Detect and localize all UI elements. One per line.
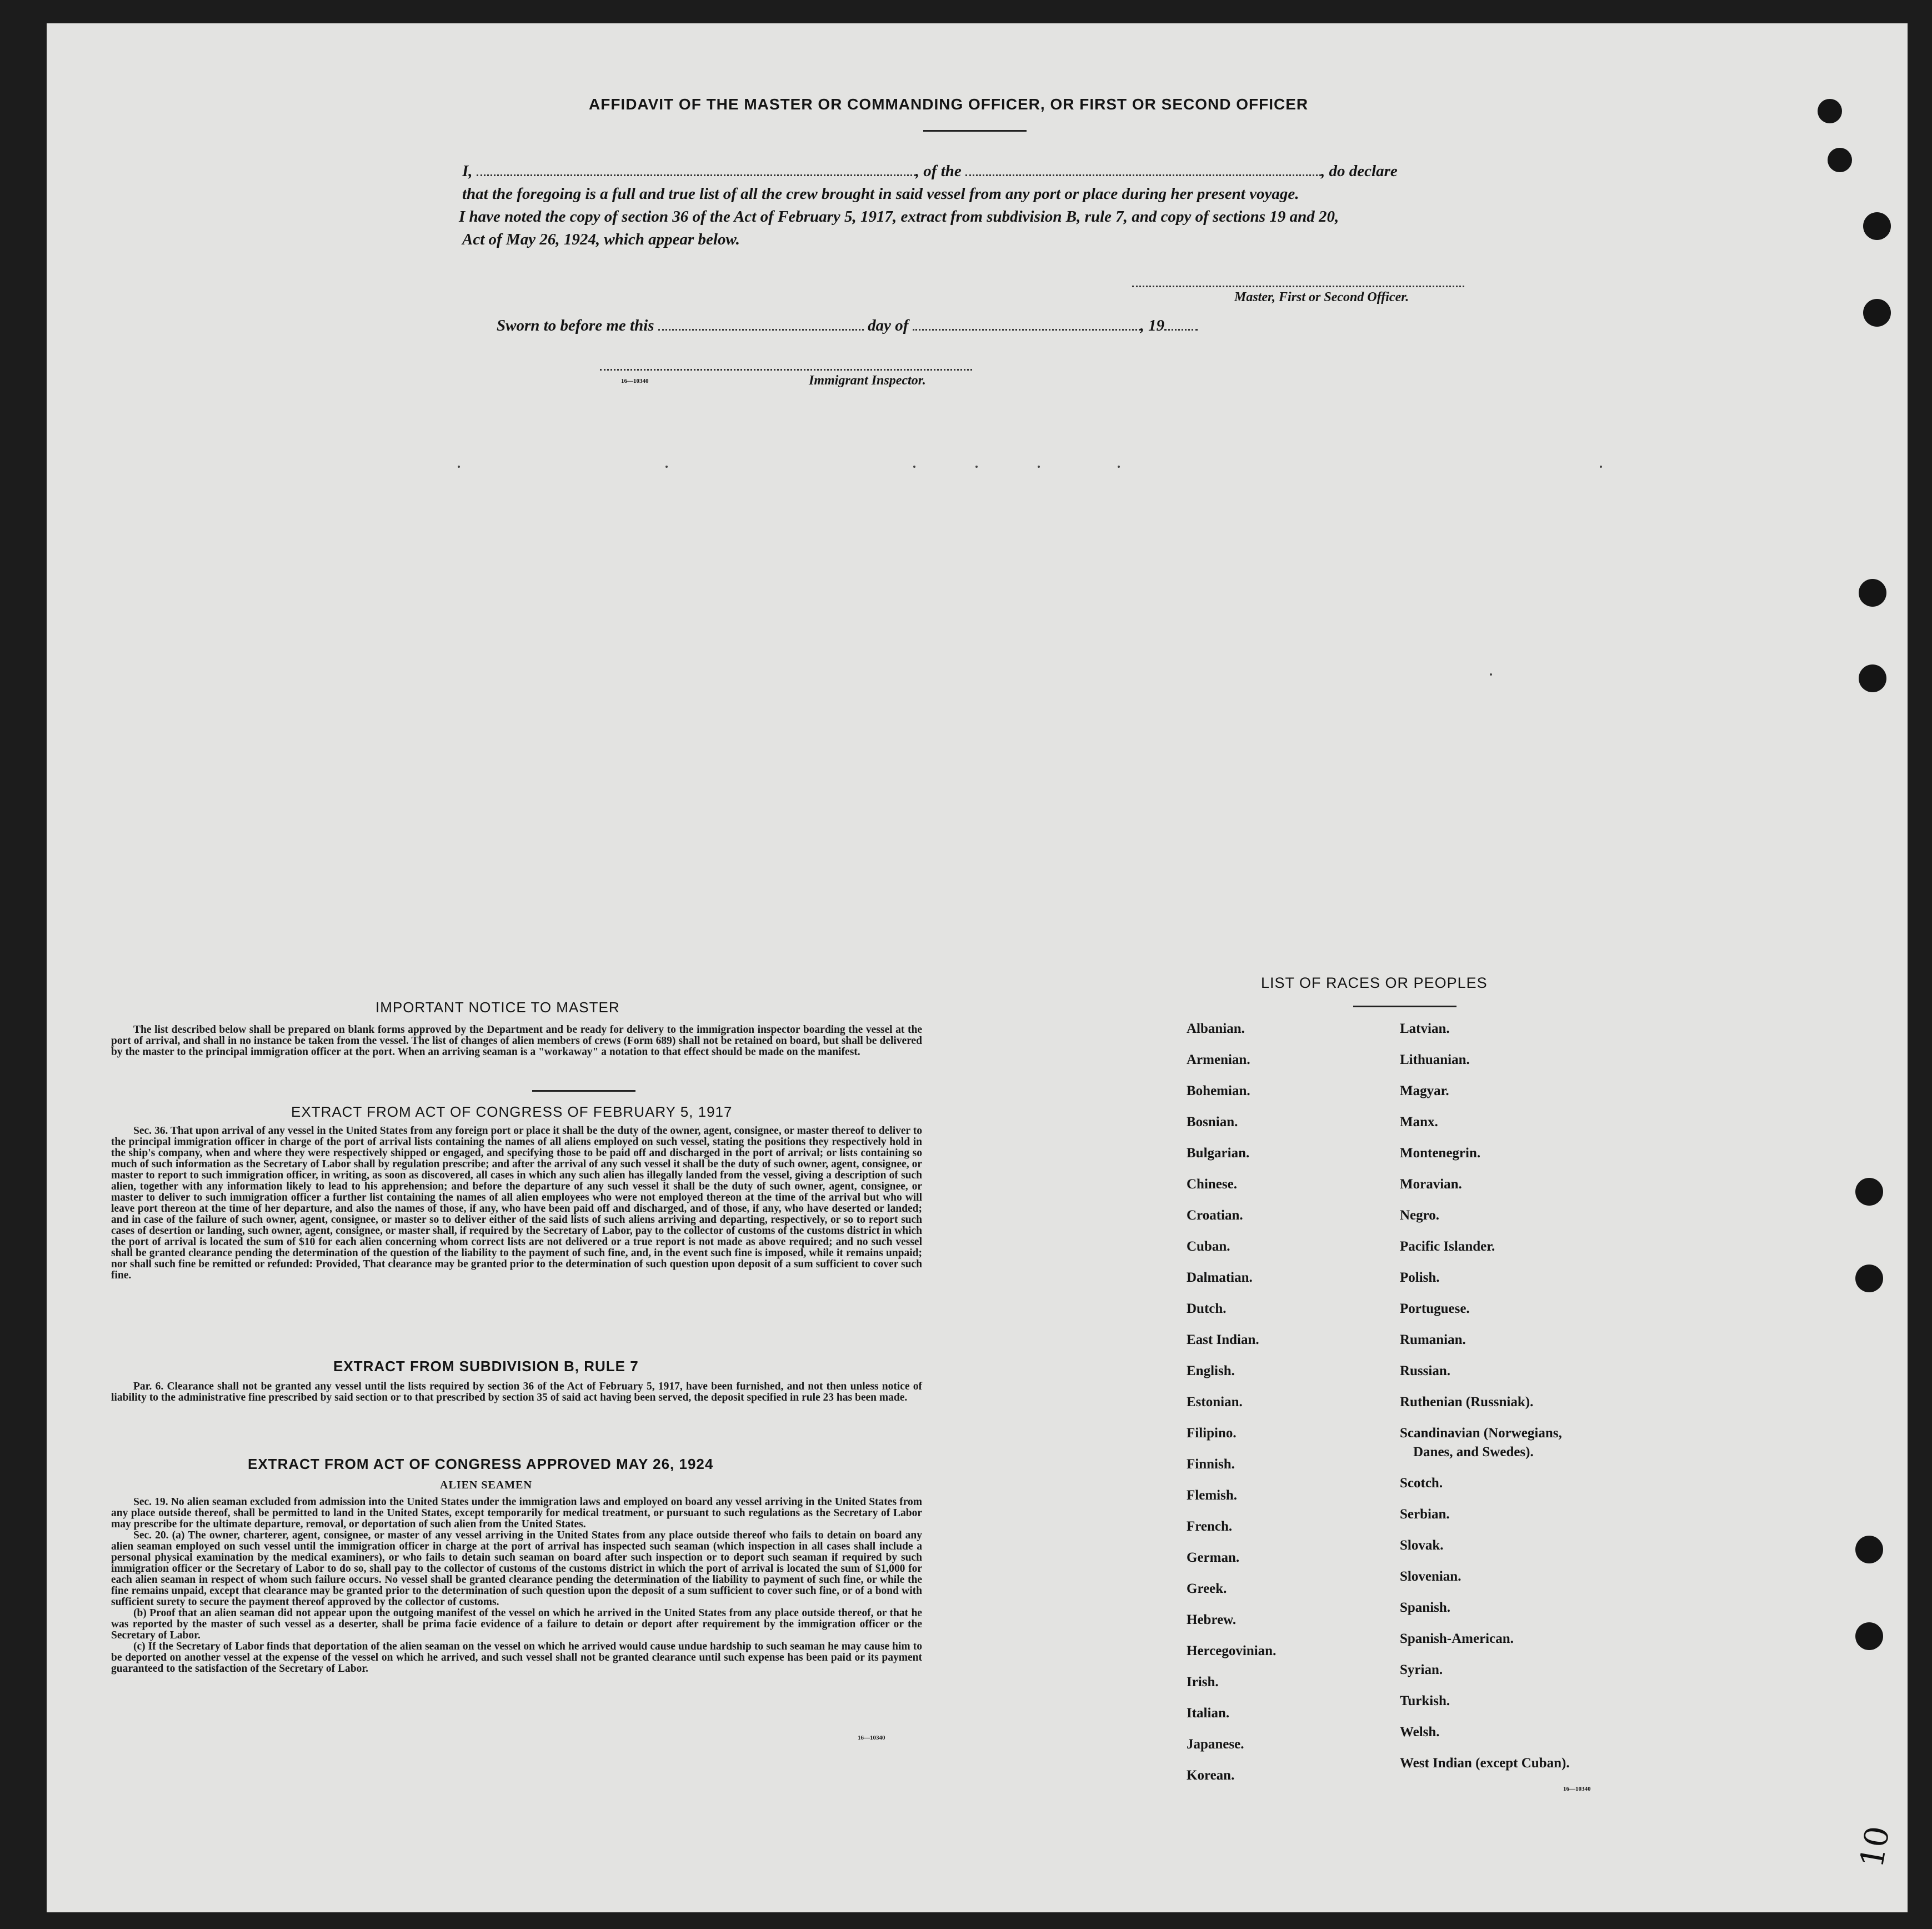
- speck: [1600, 466, 1602, 468]
- race-item: Lithuanian.: [1400, 1052, 1470, 1067]
- race-item: Ruthenian (Russniak).: [1400, 1395, 1534, 1410]
- section-rule: [532, 1090, 635, 1092]
- races-rule: [1353, 1006, 1456, 1007]
- race-item: Montenegrin.: [1400, 1146, 1481, 1161]
- sec-19-paragraph: Sec. 19. No alien seaman excluded from admission into the United States under the immigration laws and employed on board any vessel arriving in the United States from any place outside thereof, shall be permitted to land in the United States, except temporarily for medical treatment, or pursuant to such regulations as the Secretary of Labor may prescribe for the ultimate departure, removal, or deportation of such alien from the United States.: [111, 1496, 922, 1530]
- race-item: Finnish.: [1187, 1457, 1235, 1472]
- punch-hole: [1855, 1622, 1883, 1650]
- race-item: East Indian.: [1187, 1332, 1259, 1347]
- race-item: French.: [1187, 1519, 1233, 1534]
- extract-1917-text: [111, 1126, 922, 1281]
- vessel-blank: [965, 162, 1321, 176]
- rule-7-title: EXTRACT FROM SUBDIVISION B, RULE 7: [333, 1358, 639, 1375]
- punch-hole: [1855, 1178, 1883, 1206]
- race-item: Negro.: [1400, 1208, 1440, 1223]
- title-rule: [923, 130, 1027, 132]
- race-item: Slovak.: [1400, 1538, 1444, 1553]
- race-item: Bulgarian.: [1187, 1146, 1250, 1161]
- notice-paragraph: The list described below shall be prepared on blank forms approved by the Department and be ready for delivery to the immigration inspector boarding the vessel at the port of arrival, and shall in no instance be taken from the vessel. The list of changes of alien members of crews (Form 689) shall not be retained on board, but shall be delivered by the master to the principal immigration officer at the port. When an arriving seaman is a "workaway" a notation to that effect should be made on the manifest.: [111, 1024, 922, 1058]
- race-item: Danes, and Swedes).: [1413, 1445, 1534, 1460]
- par-6-paragraph: Par. 6. Clearance shall not be granted any vessel until the lists required by section 36 of the Act of February 5, 1917, have been furnished, and not then unless notice of liability to the administrative fine prescribed by said section or to that prescribed by section 35 of said act having been served, the deposit specified in rule 23 has been made.: [111, 1381, 922, 1403]
- race-item: Dalmatian.: [1187, 1270, 1253, 1285]
- affidavit-title: AFFIDAVIT OF THE MASTER OR COMMANDING OFFICER, OR FIRST OR SECOND OFFICER: [589, 96, 1309, 113]
- punch-hole: [1863, 299, 1891, 327]
- speck: [1118, 466, 1120, 468]
- of-the-label: , of the: [915, 162, 962, 180]
- sworn-month-blank: [913, 317, 1140, 331]
- master-signature-label: Master, First or Second Officer.: [1234, 290, 1409, 304]
- race-item: Hebrew.: [1187, 1612, 1237, 1627]
- punch-hole: [1818, 99, 1842, 123]
- race-item: Irish.: [1187, 1675, 1219, 1690]
- speck: [665, 466, 668, 468]
- punch-hole: [1859, 579, 1886, 607]
- sworn-year-blank: [1164, 317, 1198, 331]
- alien-seamen-subtitle: ALIEN SEAMEN: [440, 1479, 532, 1491]
- name-blank: [477, 162, 915, 176]
- punch-hole: [1855, 1265, 1883, 1292]
- do-declare-label: , do declare: [1321, 162, 1398, 180]
- race-item: Turkish.: [1400, 1693, 1450, 1708]
- race-item: Scotch.: [1400, 1476, 1443, 1491]
- race-item: German.: [1187, 1550, 1240, 1565]
- form-number: 16—10340: [858, 1735, 885, 1741]
- race-item: Croatian.: [1187, 1208, 1243, 1223]
- master-signature-line: [1132, 286, 1464, 287]
- race-item: Korean.: [1187, 1768, 1235, 1783]
- race-item: Chinese.: [1187, 1177, 1237, 1192]
- race-item: West Indian (except Cuban).: [1400, 1756, 1570, 1771]
- race-item: Italian.: [1187, 1706, 1230, 1721]
- affidavit-line-4: Act of May 26, 1924, which appear below.: [462, 231, 740, 248]
- sec-20c-paragraph: (c) If the Secretary of Labor finds that deportation of the alien seaman on the vessel on which he arrived would cause undue hardship to such seaman he may cause him to be deported on another vessel at the expense of the vessel on which he arrived, and such vessel shall not be granted clearance until such expense has been paid or its payment guaranteed to the satisfaction of the Secretary of Labor.: [111, 1641, 922, 1675]
- year-label: , 19: [1140, 317, 1165, 334]
- race-item: Serbian.: [1400, 1507, 1450, 1522]
- race-item: Slovenian.: [1400, 1569, 1461, 1584]
- extract-1917-title: EXTRACT FROM ACT OF CONGRESS OF FEBRUARY 5, 1917: [291, 1103, 733, 1120]
- race-item: Portuguese.: [1400, 1301, 1470, 1316]
- race-item: Welsh.: [1400, 1725, 1440, 1740]
- race-item: Japanese.: [1187, 1737, 1244, 1752]
- speck: [458, 466, 460, 468]
- sworn-line: [497, 317, 1198, 335]
- race-item: Magyar.: [1400, 1083, 1449, 1098]
- race-item: Dutch.: [1187, 1301, 1227, 1316]
- inspector-signature-line: [600, 369, 972, 371]
- race-item: English.: [1187, 1363, 1235, 1378]
- race-item: Syrian.: [1400, 1662, 1443, 1677]
- sworn-label: Sworn to before me this: [497, 317, 654, 334]
- notice-title: IMPORTANT NOTICE TO MASTER: [376, 999, 620, 1016]
- document-page: [47, 23, 1908, 1912]
- affidavit-i-label: I,: [462, 162, 473, 180]
- extract-1924-text: [111, 1497, 922, 1675]
- sec-20b-paragraph: (b) Proof that an alien seaman did not appear upon the outgoing manifest of the vessel on which he arrived in the United States from any place outside thereof, or that he was reported by the master of such vessel as a deserter, shall be prima facie evidence of a failure to detain or deport after requirement by the immigration officer or the Secretary of Labor.: [111, 1607, 922, 1641]
- punch-hole: [1859, 664, 1886, 692]
- affidavit-line-1: [462, 162, 1398, 181]
- margin-handwritten-number: 10: [1853, 1823, 1897, 1871]
- races-title: LIST OF RACES OR PEOPLES: [1261, 975, 1488, 991]
- race-item: Russian.: [1400, 1363, 1451, 1378]
- race-item: Bohemian.: [1187, 1083, 1250, 1098]
- punch-hole: [1863, 212, 1891, 240]
- race-item: Greek.: [1187, 1581, 1227, 1596]
- inspector-label: Immigrant Inspector.: [809, 373, 926, 388]
- speck: [1038, 466, 1040, 468]
- race-item: Flemish.: [1187, 1488, 1237, 1503]
- speck: [975, 466, 978, 468]
- affidavit-line-3: I have noted the copy of section 36 of the Act of February 5, 1917, extract from subdivision B, rule 7, and copy of sections 19 and 20,: [459, 208, 1339, 226]
- day-of-label: day of: [868, 317, 909, 334]
- speck: [1490, 673, 1492, 676]
- speck: [913, 466, 915, 468]
- punch-hole: [1828, 148, 1852, 172]
- race-item: Scandinavian (Norwegians,: [1400, 1426, 1562, 1441]
- race-item: Moravian.: [1400, 1177, 1462, 1192]
- sec-20a-paragraph: Sec. 20. (a) The owner, charterer, agent, consignee, or master of any vessel arriving in the United States from any place outside thereof who fails to detain on board any alien seaman employed on such vessel until the immigration officer in charge at the port of arrival has inspected such seaman (which inspection in all cases shall include a personal physical examination by the medical examiners), or who fails to detain such seaman on board after such inspection or to deport such seaman if required by such immigration officer or the Secretary of Labor to do so, shall pay to the collector of customs of the customs district in which the port of arrival is located the sum of $1,000 for each alien seaman in respect of whom such failure occurs. No vessel shall be granted clearance pending the determination of the liability to payment of such fine, or while the fine remains unpaid, except that clearance may be granted prior to the determination of such question upon the deposit of a sum sufficient to cover such fine, or of a bond with sufficient surety to secure the payment thereof approved by the collector of customs.: [111, 1530, 922, 1608]
- form-number: 16—10340: [621, 378, 649, 384]
- race-item: Estonian.: [1187, 1395, 1243, 1410]
- sec-36-paragraph: Sec. 36. That upon arrival of any vessel in the United States from any foreign port or place it shall be the duty of the owner, agent, consignee, or master thereof to deliver to the principal immigration officer in charge of the port of arrival lists containing the names of all aliens employed on such vessel, stating the positions they respectively hold in the ship's company, when and where they were respectively shipped or engaged, and specifying those to be paid off and discharged in the port of arrival; or lists containing so much of such information as the Secretary of Labor shall by regulation prescribe; and after the arrival of any such vessel it shall be the duty of such owner, agent, consignee, or master to report to such immigration officer, in writing, as soon as discovered, all cases in which any such alien has illegally landed from the vessel, giving a description of such alien, together with any information likely to lead to his apprehension; and before the departure of any such vessel it shall be the duty of such owner, agent, consignee, or master to deliver to such immigration officer a further list containing the names of all alien employees who were not employed thereon at the time of the arrival but who will leave port thereon at the time of her departure, and also the names of those, if any, who have been paid off and discharged, and of those, if any, who have deserted or landed; and in case of the failure of such owner, agent, consignee, or master so to deliver either of the said lists of such aliens arriving and departing, respectively, or so to report such cases of desertion or landing, such owner, agent, consignee, or master shall, if required by the Secretary of Labor, pay to the collector of customs of the customs district in which the port of arrival is located the sum of $10 for each alien concerning whom correct lists are not delivered or a true report is not made as above required; and no such vessel shall be granted clearance pending the determination of the question of the liability to the payment of such fine, and, in the event such fine is imposed, while it remains unpaid; nor shall such fine be remitted or refunded: Provided, That clearance may be granted prior to the determination of such question upon deposit of a sum sufficient to cover such fine.: [111, 1125, 922, 1281]
- race-item: Bosnian.: [1187, 1115, 1238, 1130]
- race-item: Albanian.: [1187, 1021, 1245, 1036]
- race-item: Spanish.: [1400, 1600, 1451, 1615]
- extract-1924-title: EXTRACT FROM ACT OF CONGRESS APPROVED MAY 26, 1924: [248, 1456, 714, 1472]
- race-item: Cuban.: [1187, 1239, 1230, 1254]
- race-item: Polish.: [1400, 1270, 1440, 1285]
- sworn-day-blank: [658, 317, 864, 331]
- rule-7-text: [111, 1381, 922, 1403]
- race-item: Pacific Islander.: [1400, 1239, 1495, 1254]
- race-item: Spanish-American.: [1400, 1631, 1514, 1646]
- race-item: Armenian.: [1187, 1052, 1250, 1067]
- race-item: Latvian.: [1400, 1021, 1450, 1036]
- race-item: Rumanian.: [1400, 1332, 1466, 1347]
- races-right-column: [1400, 1021, 1570, 1787]
- punch-hole: [1855, 1536, 1883, 1563]
- race-item: Hercegovinian.: [1187, 1643, 1277, 1658]
- races-left-column: [1187, 1021, 1276, 1799]
- form-number: 16—10340: [1563, 1786, 1591, 1792]
- race-item: Filipino.: [1187, 1426, 1237, 1441]
- notice-text: [111, 1025, 922, 1058]
- affidavit-line-2: that the foregoing is a full and true list of all the crew brought in said vessel from any port or place during her present voyage.: [462, 185, 1299, 203]
- race-item: Manx.: [1400, 1115, 1438, 1130]
